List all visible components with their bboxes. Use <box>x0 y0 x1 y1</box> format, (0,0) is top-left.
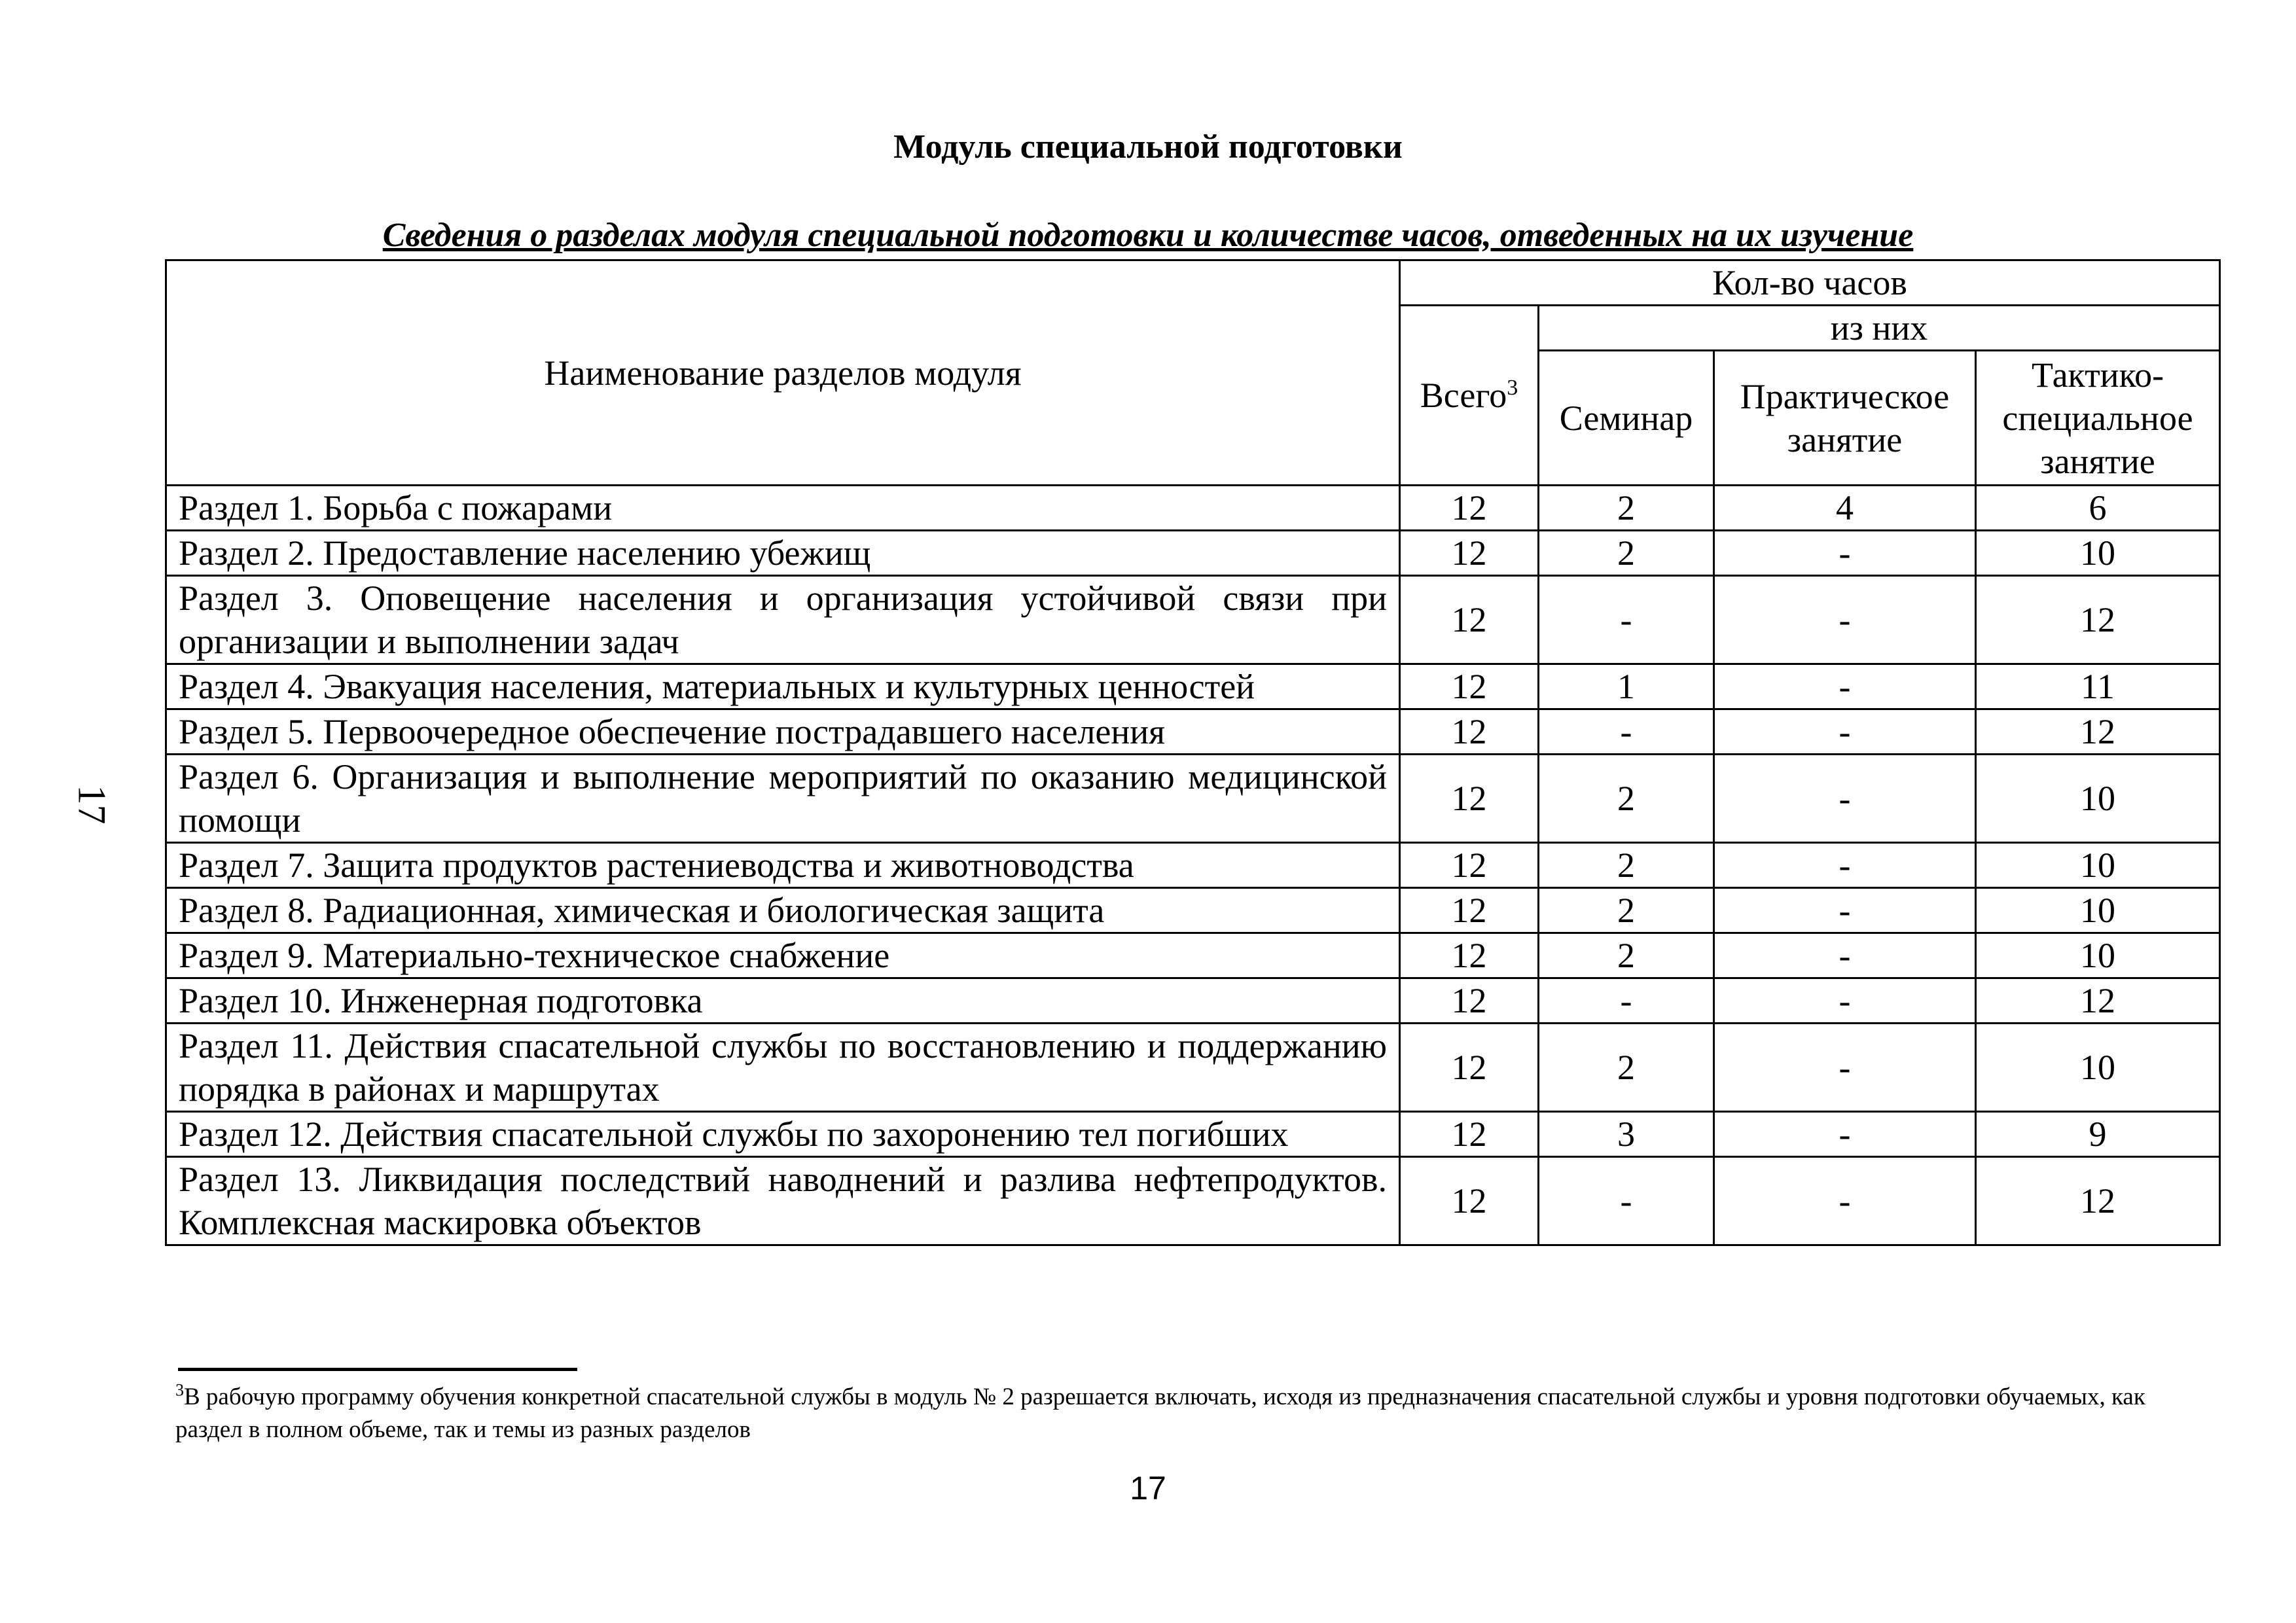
total-hours-cell: 12 <box>1400 888 1539 933</box>
seminar-hours-cell: 2 <box>1539 843 1714 888</box>
total-hours-cell: 12 <box>1400 978 1539 1024</box>
page-number: 17 <box>1130 1470 1166 1507</box>
practical-hours-cell: - <box>1714 709 1976 755</box>
header-hours: Кол-во часов <box>1400 260 2220 306</box>
practical-hours-cell: - <box>1714 755 1976 843</box>
practical-hours-cell: 4 <box>1714 486 1976 531</box>
footnote <box>175 1381 2217 1446</box>
table-row <box>166 933 2220 978</box>
total-hours-cell: 12 <box>1400 709 1539 755</box>
footnote-mark: 3 <box>175 1380 184 1400</box>
header-section-name: Наименование разделов модуля <box>166 260 1400 486</box>
seminar-hours-cell: 2 <box>1539 1024 1714 1112</box>
total-hours-cell: 12 <box>1400 933 1539 978</box>
table-row <box>166 1157 2220 1245</box>
tactical-hours-cell: 12 <box>1976 1157 2220 1245</box>
table-header <box>166 260 2220 486</box>
seminar-hours-cell: - <box>1539 978 1714 1024</box>
table-row <box>166 888 2220 933</box>
total-hours-cell: 12 <box>1400 843 1539 888</box>
footnote-ref: 3 <box>1507 376 1518 400</box>
sections-table <box>165 259 2221 1246</box>
tactical-hours-cell: 10 <box>1976 1024 2220 1112</box>
total-hours-cell: 12 <box>1400 1157 1539 1245</box>
header-tactical: Тактико-специальное занятие <box>1976 351 2220 486</box>
section-name-cell: Раздел 11. Действия спасательной службы по восстановлению и поддержанию порядка в районах и маршрутах <box>166 1024 1400 1112</box>
practical-hours-cell: - <box>1714 664 1976 709</box>
practical-hours-cell: - <box>1714 1157 1976 1245</box>
table-row <box>166 978 2220 1024</box>
table-row <box>166 486 2220 531</box>
section-name-cell: Раздел 4. Эвакуация населения, материальных и культурных ценностей <box>166 664 1400 709</box>
practical-hours-cell: - <box>1714 843 1976 888</box>
table-body <box>166 486 2220 1245</box>
seminar-hours-cell: 2 <box>1539 531 1714 576</box>
header-practical: Практическое занятие <box>1714 351 1976 486</box>
practical-hours-cell: - <box>1714 888 1976 933</box>
tactical-hours-cell: 9 <box>1976 1112 2220 1157</box>
section-name-cell: Раздел 13. Ликвидация последствий наводнений и разлива нефтепродуктов. Комплексная маскировка объектов <box>166 1157 1400 1245</box>
table-row <box>166 755 2220 843</box>
section-name-cell: Раздел 12. Действия спасательной службы по захоронению тел погибших <box>166 1112 1400 1157</box>
section-name-cell: Раздел 7. Защита продуктов растениеводства и животноводства <box>166 843 1400 888</box>
section-name-cell: Раздел 8. Радиационная, химическая и биологическая защита <box>166 888 1400 933</box>
tactical-hours-cell: 10 <box>1976 755 2220 843</box>
table-row <box>166 531 2220 576</box>
table-row <box>166 843 2220 888</box>
section-name-cell: Раздел 6. Организация и выполнение мероприятий по оказанию медицинской помощи <box>166 755 1400 843</box>
footnote-separator <box>178 1368 577 1371</box>
seminar-hours-cell: - <box>1539 1157 1714 1245</box>
practical-hours-cell: - <box>1714 531 1976 576</box>
header-total-label: Всего <box>1420 376 1507 415</box>
table-row <box>166 709 2220 755</box>
total-hours-cell: 12 <box>1400 1112 1539 1157</box>
total-hours-cell: 12 <box>1400 755 1539 843</box>
total-hours-cell: 12 <box>1400 664 1539 709</box>
header-of-them: из них <box>1539 306 2220 351</box>
seminar-hours-cell: 1 <box>1539 664 1714 709</box>
table-row <box>166 664 2220 709</box>
section-name-cell: Раздел 9. Материально-техническое снабжение <box>166 933 1400 978</box>
section-name-cell: Раздел 5. Первоочередное обеспечение пострадавшего населения <box>166 709 1400 755</box>
tactical-hours-cell: 12 <box>1976 576 2220 664</box>
section-name-cell: Раздел 1. Борьба с пожарами <box>166 486 1400 531</box>
seminar-hours-cell: 2 <box>1539 933 1714 978</box>
seminar-hours-cell: - <box>1539 709 1714 755</box>
seminar-hours-cell: 3 <box>1539 1112 1714 1157</box>
total-hours-cell: 12 <box>1400 1024 1539 1112</box>
tactical-hours-cell: 10 <box>1976 843 2220 888</box>
tactical-hours-cell: 10 <box>1976 933 2220 978</box>
practical-hours-cell: - <box>1714 1024 1976 1112</box>
tactical-hours-cell: 10 <box>1976 531 2220 576</box>
practical-hours-cell: - <box>1714 1112 1976 1157</box>
section-name-cell: Раздел 2. Предоставление населению убежищ <box>166 531 1400 576</box>
total-hours-cell: 12 <box>1400 576 1539 664</box>
seminar-hours-cell: - <box>1539 576 1714 664</box>
seminar-hours-cell: 2 <box>1539 486 1714 531</box>
table-caption: Сведения о разделах модуля специальной подготовки и количестве часов, отведенных на их изучение <box>382 217 1914 254</box>
tactical-hours-cell: 12 <box>1976 978 2220 1024</box>
page-title: Модуль специальной подготовки <box>893 128 1403 166</box>
section-name-cell: Раздел 3. Оповещение населения и организация устойчивой связи при организации и выполнении задач <box>166 576 1400 664</box>
tactical-hours-cell: 6 <box>1976 486 2220 531</box>
tactical-hours-cell: 11 <box>1976 664 2220 709</box>
table-row <box>166 576 2220 664</box>
header-total <box>1400 306 1539 486</box>
seminar-hours-cell: 2 <box>1539 888 1714 933</box>
tactical-hours-cell: 12 <box>1976 709 2220 755</box>
side-page-number: 17 <box>70 785 114 825</box>
total-hours-cell: 12 <box>1400 486 1539 531</box>
practical-hours-cell: - <box>1714 978 1976 1024</box>
practical-hours-cell: - <box>1714 576 1976 664</box>
footnote-text: В рабочую программу обучения конкретной спасательной службы в модуль № 2 разрешается включать, исходя из предназначения спасательной службы и уровня подготовки обучаемых, как раздел в полном объеме, так и темы из разных разделов <box>175 1383 2145 1443</box>
table-row <box>166 1024 2220 1112</box>
tactical-hours-cell: 10 <box>1976 888 2220 933</box>
header-seminar: Семинар <box>1539 351 1714 486</box>
seminar-hours-cell: 2 <box>1539 755 1714 843</box>
section-name-cell: Раздел 10. Инженерная подготовка <box>166 978 1400 1024</box>
practical-hours-cell: - <box>1714 933 1976 978</box>
table-row <box>166 1112 2220 1157</box>
total-hours-cell: 12 <box>1400 531 1539 576</box>
